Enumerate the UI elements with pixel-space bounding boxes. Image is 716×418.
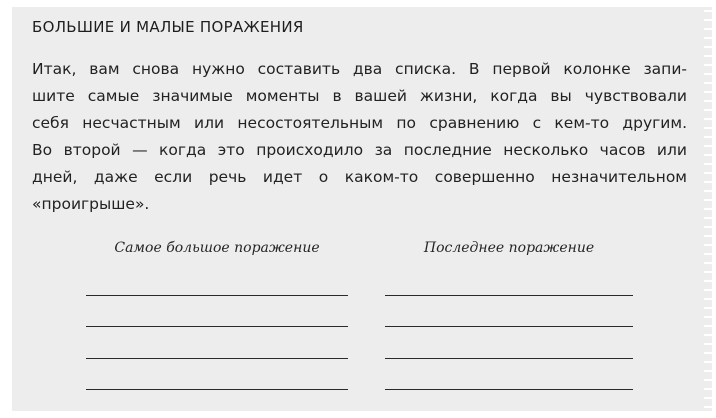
paragraph-line: Итак, вам снова нужно составить два списка. В первой колонке запи- <box>32 60 687 78</box>
paragraph-line: себя несчастным или несостоятельным по сравнению с кем-то другим. <box>32 114 687 132</box>
left-column-label: Самое большое поражение <box>114 240 320 256</box>
torn-edge <box>704 7 712 411</box>
paragraph-line: Во второй — когда это происходило за последние несколько часов или <box>32 141 687 159</box>
paragraph-line: шите самые значимые моменты в вашей жизни, когда вы чувствовали <box>32 87 687 105</box>
paragraph-line: «проигрыше». <box>32 195 150 213</box>
left-answer-line[interactable] <box>86 326 348 327</box>
right-answer-line[interactable] <box>385 358 633 359</box>
right-answer-line[interactable] <box>385 389 633 390</box>
left-answer-line[interactable] <box>86 295 348 296</box>
right-answer-line[interactable] <box>385 295 633 296</box>
left-answer-line[interactable] <box>86 358 348 359</box>
right-answer-line[interactable] <box>385 326 633 327</box>
section-heading: БОЛЬШИЕ И МАЛЫЕ ПОРАЖЕНИЯ <box>32 18 304 36</box>
right-column-label: Последнее поражение <box>423 240 595 256</box>
left-answer-line[interactable] <box>86 389 348 390</box>
paragraph-line: дней, даже если речь идет о каком-то совершенно незначительном <box>32 168 687 186</box>
instructions-paragraph <box>32 56 687 218</box>
